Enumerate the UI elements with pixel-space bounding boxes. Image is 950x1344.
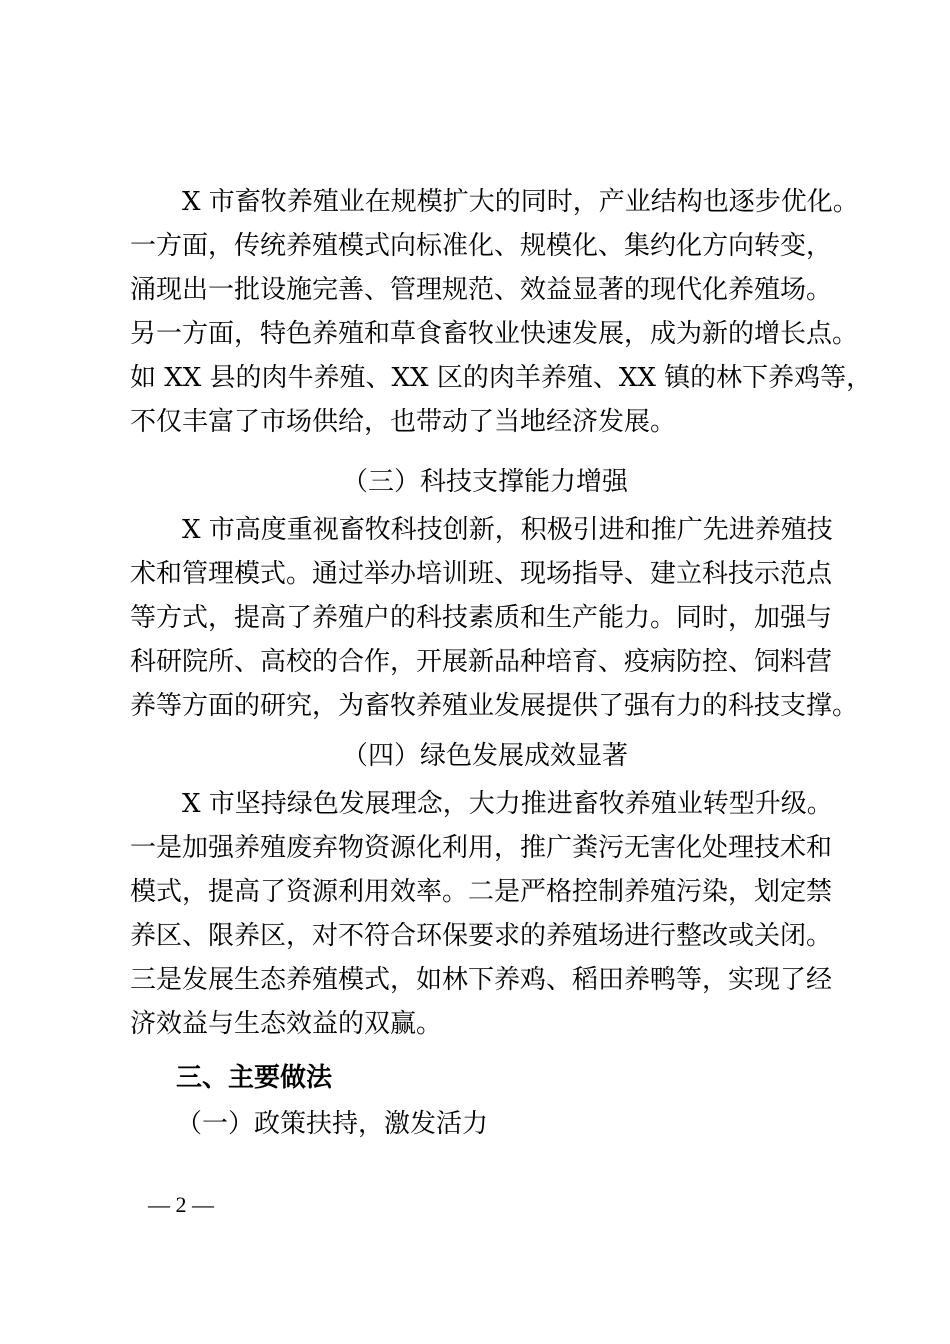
paragraph-line: 一是加强养殖废弃物资源化利用，推广粪污无害化处理技术和	[130, 833, 833, 863]
paragraph-line: 如 XX 县的肉牛养殖、XX 区的肉羊养殖、XX 镇的林下养鸡等，	[130, 363, 873, 393]
paragraph-line: 等方式，提高了养殖户的科技素质和生产能力。同时，加强与	[130, 603, 833, 633]
paragraph-line: 模式，提高了资源利用效率。二是严格控制养殖污染，划定禁	[130, 877, 833, 907]
paragraph-line: 三是发展生态养殖模式，如林下养鸡、稻田养鸭等，实现了经	[130, 965, 833, 995]
page-number: — 2 —	[148, 1192, 214, 1217]
paragraph-line: 养区、限养区，对不符合环保要求的养殖场进行整改或关闭。	[130, 921, 833, 951]
paragraph-line: X 市高度重视畜牧科技创新，积极引进和推广先进养殖技	[182, 515, 833, 545]
paragraph-line: X 市坚持绿色发展理念，大力推进畜牧养殖业转型升级。	[182, 789, 833, 819]
paragraph-line: 一方面，传统养殖模式向标准化、规模化、集约化方向转变，	[130, 231, 833, 261]
subsection-heading: （一）政策扶持，激发活力	[176, 1109, 489, 1139]
section-heading: （三）科技支撑能力增强	[341, 467, 628, 497]
paragraph-line: 济效益与生态效益的双赢。	[130, 1009, 443, 1039]
chapter-heading: 三、主要做法	[176, 1063, 333, 1093]
paragraph-line: X 市畜牧养殖业在规模扩大的同时，产业结构也逐步优化。	[182, 187, 859, 217]
paragraph-line: 术和管理模式。通过举办培训班、现场指导、建立科技示范点	[130, 559, 833, 589]
paragraph-line: 养等方面的研究，为畜牧养殖业发展提供了强有力的科技支撑。	[130, 691, 859, 721]
paragraph-line: 另一方面，特色养殖和草食畜牧业快速发展，成为新的增长点。	[130, 319, 859, 349]
paragraph-line: 涌现出一批设施完善、管理规范、效益显著的现代化养殖场。	[130, 275, 833, 305]
paragraph-line: 不仅丰富了市场供给，也带动了当地经济发展。	[130, 407, 677, 437]
section-heading: （四）绿色发展成效显著	[341, 741, 628, 771]
paragraph-line: 科研院所、高校的合作，开展新品种培育、疫病防控、饲料营	[130, 647, 833, 677]
